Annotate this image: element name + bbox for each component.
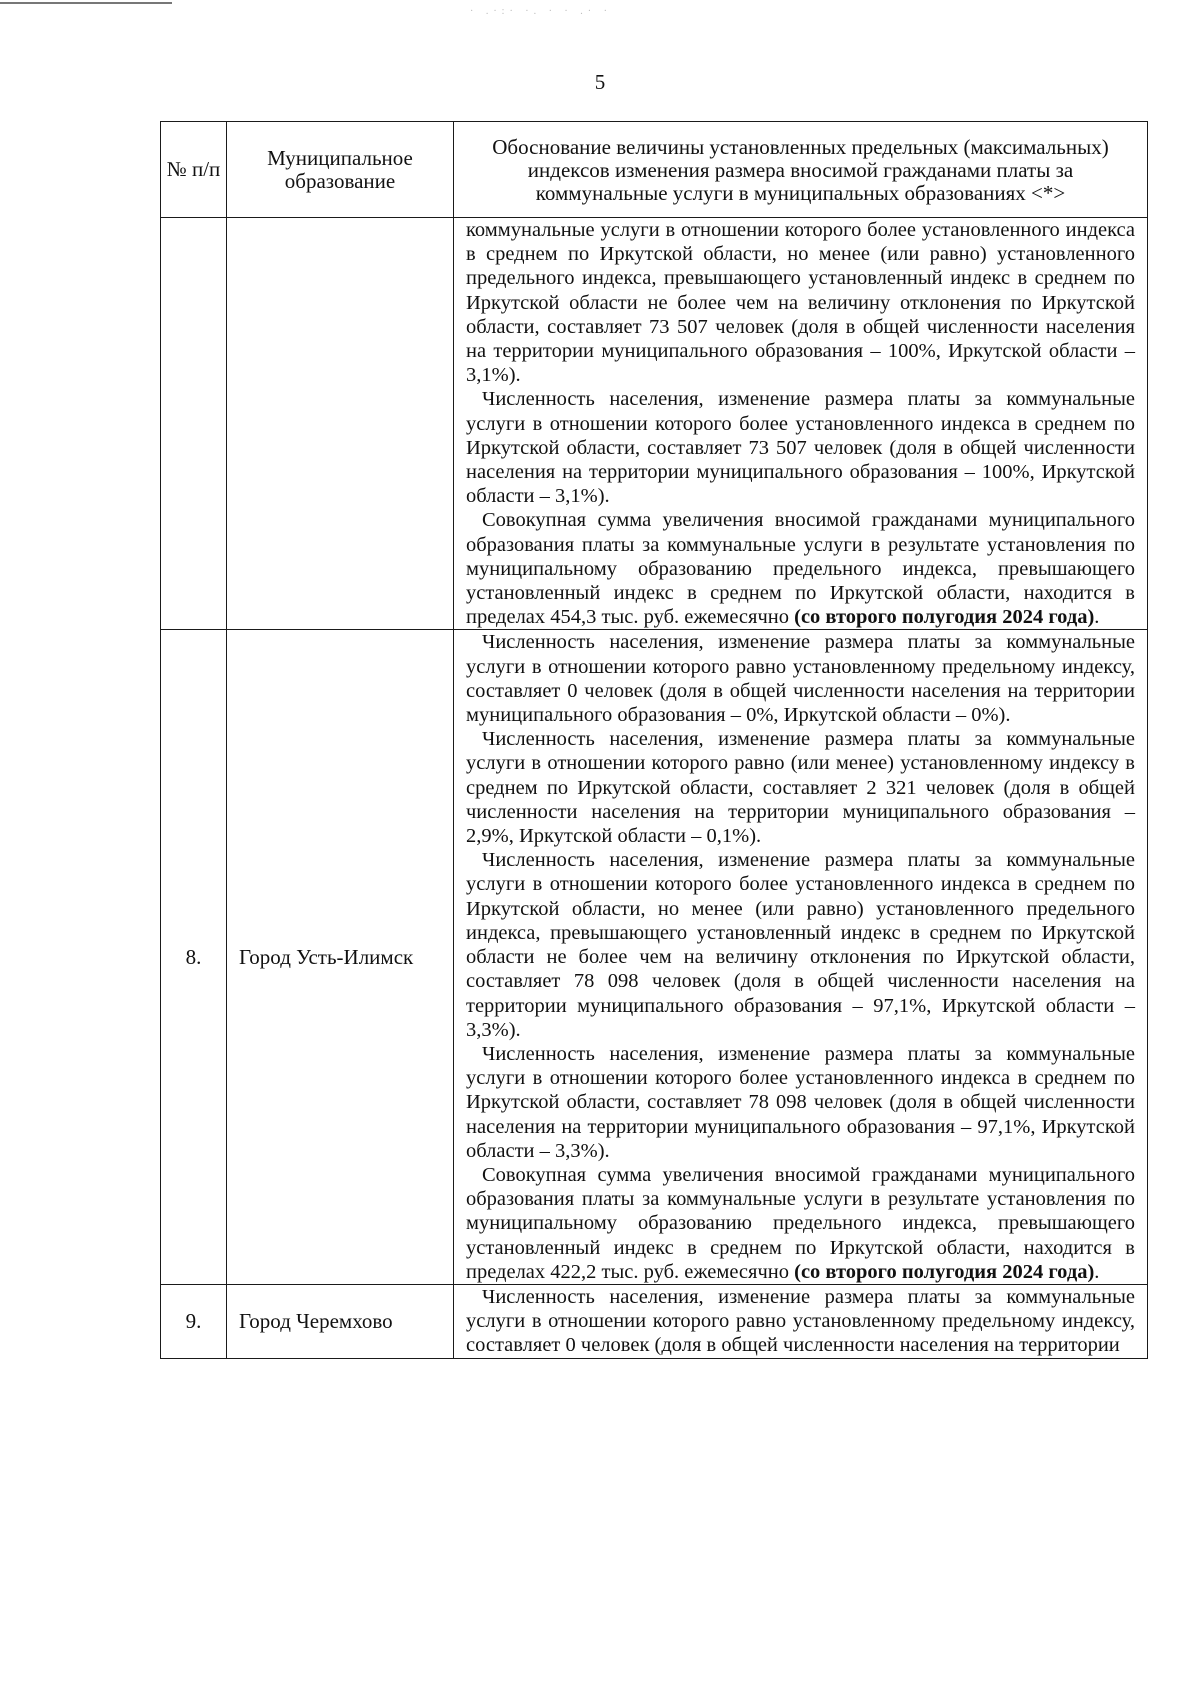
header-number: № п/п <box>161 122 227 218</box>
scan-edge-mark <box>0 2 172 4</box>
justification-paragraph <box>466 508 1135 629</box>
justification-paragraph: Численность населения, изменение размера платы за коммунальные услуги в отношении которого более установленного индекса в среднем по Иркутской области, составляет 73 507 человек (доля в общей численности населения на территории муниципального образования – 100%, Иркутской области – 3,1%). <box>466 388 1135 508</box>
justification-paragraph: Численность населения, изменение размера платы за коммунальные услуги в отношении которого равно установленному предельному индексу, составляет 0 человек (доля в общей численности населения на территории <box>466 1285 1135 1357</box>
row-municipality: Город Усть-Илимск <box>227 630 454 1284</box>
paragraph-text: Совокупная сумма увеличения вносимой гражданами муниципального образования платы за коммунальные услуги в результате установления по муниципальному образованию предельного индекса, превышающего установленный индекс в среднем по Иркутской области, находится в пределах 454,3 тыс. руб. ежемесячно <box>466 509 1135 629</box>
row-justification <box>454 1284 1148 1358</box>
row-number <box>161 218 227 630</box>
table-row <box>161 218 1148 630</box>
justification-paragraph: Численность населения, изменение размера платы за коммунальные услуги в отношении которого равно (или менее) установленному индексу в среднем по Иркутской области, составляет 2 321 человек (доля в общей численности населения на территории муниципального образования – 2,9%, Иркутской области – 0,1%). <box>466 728 1135 848</box>
row-municipality <box>227 218 454 630</box>
row-municipality: Город Черемхово <box>227 1284 454 1358</box>
justification-paragraph: Численность населения, изменение размера платы за коммунальные услуги в отношении которого более установленного индекса в среднем по Иркутской области, составляет 78 098 человек (доля в общей численности населения на территории муниципального образования – 97,1%, Иркутской области – 3,3%). <box>466 1042 1135 1162</box>
justification-paragraph <box>466 1163 1135 1284</box>
row-number: 9. <box>161 1284 227 1358</box>
paragraph-tail: . <box>1094 1260 1100 1283</box>
row-justification <box>454 218 1148 630</box>
row-justification <box>454 630 1148 1284</box>
table-row <box>161 630 1148 1284</box>
scan-noise: · .·:· ·. · · .· · <box>470 6 612 17</box>
paragraph-bold-period: (со второго полугодия 2024 года) <box>794 1260 1095 1283</box>
paragraph-tail: . <box>1094 606 1100 629</box>
table-header-row <box>161 122 1148 218</box>
header-municipality: Муниципальное образование <box>227 122 454 218</box>
page-number: 5 <box>594 70 606 94</box>
justification-table <box>160 121 1148 1359</box>
paragraph-text: Совокупная сумма увеличения вносимой гражданами муниципального образования платы за коммунальные услуги в результате установления по муниципальному образованию предельного индекса, превышающего установленный индекс в среднем по Иркутской области, находится в пределах 422,2 тыс. руб. ежемесячно <box>466 1163 1135 1283</box>
row-number: 8. <box>161 630 227 1284</box>
justification-paragraph: Численность населения, изменение размера платы за коммунальные услуги в отношении которого более установленного индекса в среднем по Иркутской области, но менее (или равно) установленного предельного индекса, превышающего установленный индекс в среднем по Иркутской области не более чем на величину отклонения по Иркутской области, составляет 78 098 человек (доля в общей численности населения на территории муниципального образования – 97,1%, Иркутской области – 3,3%). <box>466 849 1135 1041</box>
justification-paragraph: коммунальные услуги в отношении которого более установленного индекса в среднем по Иркутской области, но менее (или равно) установленного предельного индекса, превышающего установленный индекс в среднем по Иркутской области не более чем на величину отклонения по Иркутской области, составляет 73 507 человек (доля в общей численности населения на территории муниципального образования – 100%, Иркутской области – 3,1%). <box>466 219 1135 387</box>
header-justification: Обоснование величины установленных предельных (максимальных) индексов изменения размера вносимой гражданами платы за коммунальные услуги в муниципальных образованиях <*> <box>454 122 1148 218</box>
table-row <box>161 1284 1148 1358</box>
paragraph-bold-period: (со второго полугодия 2024 года) <box>794 606 1095 629</box>
justification-paragraph: Численность населения, изменение размера платы за коммунальные услуги в отношении которого равно установленному предельному индексу, составляет 0 человек (доля в общей численности населения на территории муниципального образования – 0%, Иркутской области – 0%). <box>466 631 1135 727</box>
